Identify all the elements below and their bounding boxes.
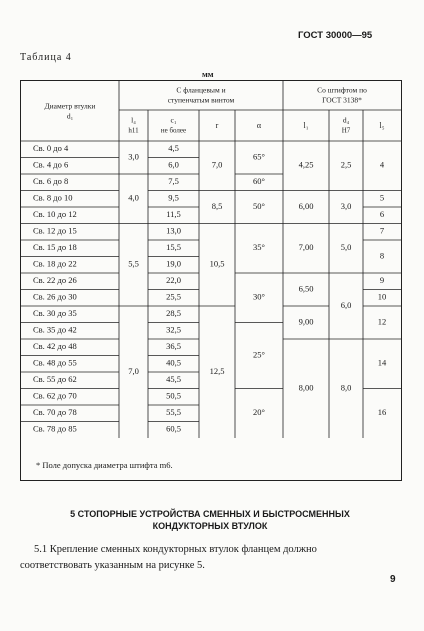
diameter-range: Св. 8 до 10 (33, 192, 73, 203)
l5-value: 9 (379, 275, 385, 286)
c1-value: 55,5 (166, 407, 181, 418)
l5-value: 16 (377, 407, 387, 418)
document-code: ГОСТ 30000—95 (298, 30, 373, 41)
l1-value: 9,00 (298, 316, 314, 327)
diameter-range: Св. 48 до 55 (33, 357, 77, 368)
l5-value: 10 (377, 291, 387, 302)
alpha-value: 20° (253, 407, 265, 418)
header-group-flange-2: ступенчатым винтом (167, 95, 235, 105)
diameter-range: Св. 12 до 15 (33, 225, 77, 236)
alpha-value: 50° (253, 200, 265, 211)
alpha-value: 25° (253, 349, 265, 360)
c1-value: 13,0 (166, 225, 181, 236)
c1-value: 6,0 (168, 159, 179, 170)
section-title-line-1: 5 СТОПОРНЫЕ УСТРОЙСТВА СМЕННЫХ И БЫСТРОСМЕННЫХ (70, 509, 350, 519)
header-group-flange: С фланцевым и (176, 85, 226, 95)
l5-value: 7 (379, 225, 385, 236)
dimensions-table-grid (21, 81, 401, 480)
r-value: 10,5 (209, 258, 225, 269)
subheader-d4: d₄ (342, 115, 350, 125)
r-value: 7,0 (211, 159, 223, 170)
l1-value: 6,00 (298, 200, 314, 211)
c1-value: 28,5 (166, 308, 181, 319)
diameter-range: Св. 35 до 42 (33, 324, 77, 335)
dimensions-table (20, 80, 402, 481)
subheader-r: r (215, 120, 219, 130)
l5-value: 4 (379, 159, 385, 170)
c1-value: 15,5 (166, 242, 181, 253)
c1-value: 32,5 (166, 324, 181, 335)
header-diameter-symbol: d₁ (66, 111, 74, 121)
subheader-l5: l₅ (379, 120, 385, 130)
l5-value: 14 (377, 357, 387, 368)
subheader-l4-tol: h11 (128, 126, 139, 135)
diameter-range: Св. 26 до 30 (33, 291, 77, 302)
d4-value: 5,0 (340, 242, 352, 253)
c1-value: 22,0 (166, 275, 181, 286)
diameter-range: Св. 6 до 8 (33, 176, 69, 187)
diameter-range: Св. 4 до 6 (33, 159, 69, 170)
diameter-range: Св. 15 до 18 (33, 242, 77, 253)
subheader-l1: l₁ (303, 120, 309, 130)
l1-value: 4,25 (298, 159, 314, 170)
alpha-value: 30° (253, 291, 265, 302)
r-value: 8,5 (211, 200, 223, 211)
diameter-range: Св. 30 до 35 (33, 308, 77, 319)
subheader-alpha: α (256, 120, 262, 130)
l5-value: 6 (379, 209, 385, 220)
c1-value: 11,5 (166, 209, 181, 220)
diameter-range: Св. 55 до 62 (33, 374, 77, 385)
c1-value: 7,5 (168, 176, 179, 187)
c1-value: 25,5 (166, 291, 181, 302)
diameter-range: Св. 18 до 22 (33, 258, 77, 269)
section-title-line-2: КОНДУКТОРНЫХ ВТУЛОК (152, 521, 268, 531)
diameter-range: Св. 78 до 85 (33, 423, 77, 434)
section-title (40, 508, 380, 532)
header-group-pin: Со штифтом по (317, 85, 367, 95)
diameter-range: Св. 22 до 26 (33, 275, 77, 286)
subheader-l4: l₄ (131, 115, 136, 125)
d4-value: 2,5 (340, 159, 352, 170)
l4-value: 3,0 (128, 151, 139, 162)
paragraph-line-1: 5.1 Крепление сменных кондукторных втулок фланцем должно (34, 544, 317, 555)
l5-value: 8 (379, 250, 385, 261)
diameter-range: Св. 62 до 70 (33, 390, 77, 401)
l4-value: 4,0 (128, 192, 139, 203)
d4-value: 3,0 (340, 200, 352, 211)
c1-value: 19,0 (166, 258, 181, 269)
table-title: Таблица 4 (20, 52, 72, 63)
alpha-value: 60° (253, 176, 265, 187)
c1-value: 9,5 (168, 192, 179, 203)
subheader-c1-note: не более (160, 126, 187, 135)
diameter-range: Св. 70 до 78 (33, 407, 77, 418)
subheader-d4-tol: H7 (341, 126, 351, 135)
header-group-pin-2: ГОСТ 3138* (322, 95, 362, 105)
subheader-c1: c₁ (170, 115, 177, 125)
diameter-range: Св. 42 до 48 (33, 341, 77, 352)
header-diameter: Диаметр втулки (44, 101, 96, 111)
l1-value: 6,50 (298, 283, 314, 294)
diameter-range: Св. 0 до 4 (33, 143, 69, 154)
table-unit: мм (202, 69, 214, 79)
alpha-value: 35° (253, 242, 265, 253)
l4-value: 5,5 (128, 258, 139, 269)
l5-value: 12 (377, 316, 387, 327)
section-paragraph (20, 542, 400, 574)
d4-value: 6,0 (340, 299, 352, 310)
c1-value: 50,5 (166, 390, 181, 401)
r-value: 12,5 (209, 365, 225, 376)
c1-value: 40,5 (166, 357, 181, 368)
l1-value: 7,00 (298, 242, 314, 253)
page-number: 9 (390, 574, 396, 585)
paragraph-line-2: соответствовать указанным на рисунке 5. (20, 560, 205, 571)
c1-value: 60,5 (166, 423, 181, 434)
c1-value: 36,5 (166, 341, 181, 352)
c1-value: 45,5 (166, 374, 181, 385)
c1-value: 4,5 (168, 143, 179, 154)
l1-value: 8,00 (298, 382, 314, 393)
diameter-range: Св. 10 до 12 (33, 209, 77, 220)
alpha-value: 65° (253, 151, 265, 162)
d4-value: 8,0 (340, 382, 352, 393)
table-footnote: * Поле допуска диаметра штифта m6. (36, 460, 173, 470)
l5-value: 5 (379, 192, 385, 203)
l4-value: 7,0 (128, 365, 139, 376)
